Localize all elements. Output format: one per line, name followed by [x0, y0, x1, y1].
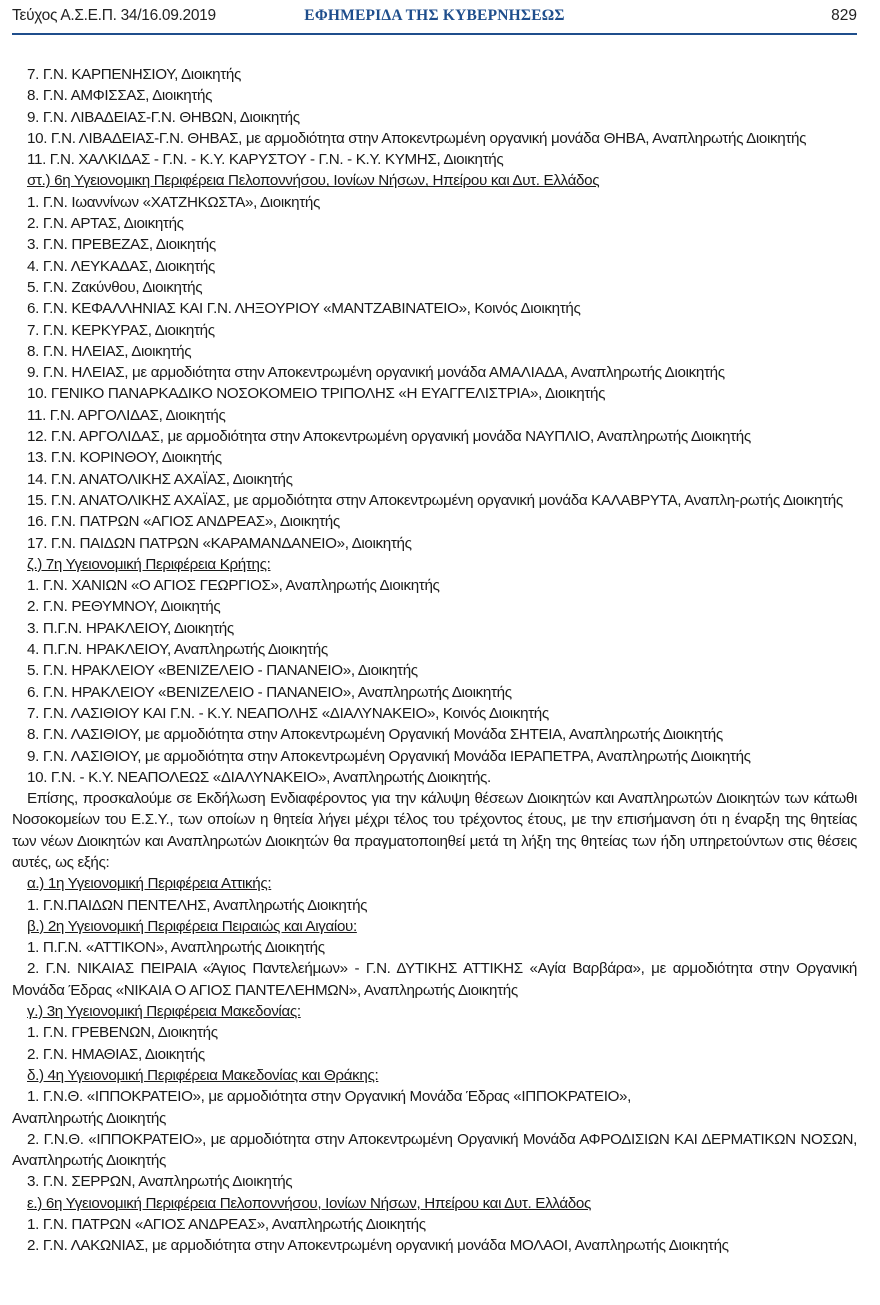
list-item: 4. Π.Γ.Ν. ΗΡΑΚΛΕΙΟΥ, Αναπληρωτής Διοικητής: [27, 641, 328, 659]
section-heading: β.) 2η Υγειονομική Περιφέρεια Πειραιώς και Αιγαίου:: [27, 917, 357, 935]
list-item: 4. Γ.Ν. ΛΕΥΚΑΔΑΣ, Διοικητής: [27, 257, 215, 275]
list-item: 1. Γ.Ν. ΠΑΤΡΩΝ «ΑΓΙΟΣ ΑΝΔΡΕΑΣ», Αναπληρωτής Διοικητής: [27, 1216, 426, 1234]
section-heading: α.) 1η Υγειονομική Περιφέρεια Αττικής:: [27, 875, 272, 893]
list-item: 7. Γ.Ν. ΛΑΣΙΘΙΟΥ ΚΑΙ Γ.Ν. - Κ.Υ. ΝΕΑΠΟΛΗΣ «ΔΙΑΛΥΝΑΚΕΙΟ», Κοινός Διοικητής: [27, 704, 549, 722]
list-item-continuation: Αναπληρωτής Διοικητής: [12, 1109, 166, 1127]
list-item: 10. Γ.Ν. ΛΙΒΑΔΕΙΑΣ-Γ.Ν. ΘΗΒΑΣ, με αρμοδιότητα στην Αποκεντρωμένη οργανική μονάδα ΘΗΒΑ, Αναπληρωτής Διοικητής: [27, 129, 807, 147]
list-item: 9. Γ.Ν. ΛΙΒΑΔΕΙΑΣ-Γ.Ν. ΘΗΒΩΝ, Διοικητής: [27, 108, 300, 126]
list-item: 7. Γ.Ν. ΚΕΡΚΥΡΑΣ, Διοικητής: [27, 321, 215, 339]
section-heading: γ.) 3η Υγειονομική Περιφέρεια Μακεδονίας:: [27, 1003, 301, 1021]
document-body: [12, 64, 857, 1257]
list-item: 11. Γ.Ν. ΧΑΛΚΙΔΑΣ - Γ.Ν. - Κ.Υ. ΚΑΡΥΣΤΟΥ - Γ.Ν. - Κ.Υ. ΚΥΜΗΣ, Διοικητής: [27, 151, 504, 169]
list-item: 2. Γ.Ν.Θ. «ΙΠΠΟΚΡΑΤΕΙΟ», με αρμοδιότητα στην Αποκεντρωμένη Οργανική Μονάδα ΑΦΡΟΔΙΣΙΩΝ ΚΑΙ ΔΕΡΜΑΤΙΚΩΝ ΝΟΣΩΝ, Αναπληρωτής Διοικητής: [12, 1130, 857, 1170]
list-item: 13. Γ.Ν. ΚΟΡΙΝΘΟΥ, Διοικητής: [27, 449, 222, 467]
section-heading: δ.) 4η Υγειονομική Περιφέρεια Μακεδονίας και Θράκης:: [27, 1066, 379, 1084]
list-item: 11. Γ.Ν. ΑΡΓΟΛΙΔΑΣ, Διοικητής: [27, 406, 226, 424]
list-item: 15. Γ.Ν. ΑΝΑΤΟΛΙΚΗΣ ΑΧΑΪΑΣ, με αρμοδιότητα στην Αποκεντρωμένη οργανική μονάδα ΚΑΛΑΒΡΥΤΑ, Αναπλη-ρωτής Διοικητής: [27, 491, 843, 509]
list-item: 1. Γ.Ν. Ιωαννίνων «ΧΑΤΖΗΚΩΣΤΑ», Διοικητής: [27, 193, 320, 211]
list-item: 6. Γ.Ν. ΚΕΦΑΛΛΗΝΙΑΣ ΚΑΙ Γ.Ν. ΛΗΞΟΥΡΙΟΥ «ΜΑΝΤΖΑΒΙΝΑΤΕΙΟ», Κοινός Διοικητής: [27, 300, 581, 318]
list-item: 2. Γ.Ν. ΝΙΚΑΙΑΣ ΠΕΙΡΑΙΑ «Άγιος Παντελεήμων» - Γ.Ν. ΔΥΤΙΚΗΣ ΑΤΤΙΚΗΣ «Αγία Βαρβάρα», με αρμοδιότητα στην Οργανική Μονάδα Έδρας «ΝΙΚΑΙΑ Ο ΑΓΙΟΣ ΠΑΝΤΕΛΕΗΜΩΝ», Αναπληρωτής Διοικητής: [12, 960, 857, 999]
list-item: 10. Γ.Ν. - Κ.Υ. ΝΕΑΠΟΛΕΩΣ «ΔΙΑΛΥΝΑΚΕΙΟ», Αναπληρωτής Διοικητής.: [27, 768, 491, 786]
list-item: 2. Γ.Ν. ΗΜΑΘΙΑΣ, Διοικητής: [27, 1045, 205, 1063]
list-item: 2. Γ.Ν. ΡΕΘΥΜΝΟΥ, Διοικητής: [27, 598, 221, 616]
page-number: 829: [831, 7, 857, 24]
list-item: 12. Γ.Ν. ΑΡΓΟΛΙΔΑΣ, με αρμοδιότητα στην Αποκεντρωμένη οργανική μονάδα ΝΑΥΠΛΙΟ, Αναπληρωτής Διοικητής: [27, 428, 751, 446]
list-item: 6. Γ.Ν. ΗΡΑΚΛΕΙΟΥ «ΒΕΝΙΖΕΛΕΙΟ - ΠΑΝΑΝΕΙΟ», Αναπληρωτής Διοικητής: [27, 683, 512, 701]
list-item: 2. Γ.Ν. ΛΑΚΩΝΙΑΣ, με αρμοδιότητα στην Αποκεντρωμένη οργανική μονάδα ΜΟΛΑΟΙ, Αναπληρωτής Διοικητής: [27, 1237, 729, 1255]
list-item: 2. Γ.Ν. ΑΡΤΑΣ, Διοικητής: [27, 215, 184, 233]
list-item: 16. Γ.Ν. ΠΑΤΡΩΝ «ΑΓΙΟΣ ΑΝΔΡΕΑΣ», Διοικητής: [27, 513, 340, 531]
list-item: 3. Γ.Ν. ΣΕΡΡΩΝ, Αναπληρωτής Διοικητής: [27, 1173, 293, 1191]
list-item: 1. Γ.Ν. ΧΑΝΙΩΝ «Ο ΑΓΙΟΣ ΓΕΩΡΓΙΟΣ», Αναπληρωτής Διοικητής: [27, 577, 440, 595]
list-item: 5. Γ.Ν. Ζακύνθου, Διοικητής: [27, 278, 203, 296]
list-item: 14. Γ.Ν. ΑΝΑΤΟΛΙΚΗΣ ΑΧΑΪΑΣ, Διοικητής: [27, 470, 293, 488]
gazette-title: ΕΦΗΜΕΡΙΔΑ ΤΗΣ ΚΥΒΕΡΝΗΣΕΩΣ: [304, 7, 565, 24]
issue-label: Τεύχος Α.Σ.Ε.Π. 34/16.09.2019: [12, 7, 216, 24]
list-item: 8. Γ.Ν. ΛΑΣΙΘΙΟΥ, με αρμοδιότητα στην Αποκεντρωμένη Οργανική Μονάδα ΣΗΤΕΙΑ, Αναπληρωτής Διοικητής: [27, 726, 723, 744]
section-heading: ζ.) 7η Υγειονομική Περιφέρεια Κρήτης:: [27, 555, 271, 573]
list-item: 10. ΓΕΝΙΚΟ ΠΑΝΑΡΚΑΔΙΚΟ ΝΟΣΟΚΟΜΕΙΟ ΤΡΙΠΟΛΗΣ «Η ΕΥΑΓΓΕΛΙΣΤΡΙΑ», Διοικητής: [27, 385, 606, 403]
list-item: 7. Γ.Ν. ΚΑΡΠΕΝΗΣΙΟΥ, Διοικητής: [27, 66, 241, 83]
list-item: 9. Γ.Ν. ΛΑΣΙΘΙΟΥ, με αρμοδιότητα στην Αποκεντρωμένη Οργανική Μονάδα ΙΕΡΑΠΕΤΡΑ, Αναπληρωτής Διοικητής: [27, 747, 751, 765]
list-item: 9. Γ.Ν. ΗΛΕΙΑΣ, με αρμοδιότητα στην Αποκεντρωμένη οργανική μονάδα ΑΜΑΛΙΑΔΑ, Αναπληρωτής Διοικητής: [27, 364, 725, 382]
list-item: 1. Γ.Ν.ΠΑΙΔΩΝ ΠΕΝΤΕΛΗΣ, Αναπληρωτής Διοικητής: [27, 896, 368, 914]
section-heading: στ.) 6η Υγειονομικη Περιφέρεια Πελοποννήσου, Ιονίων Νήσων, Ηπείρου και Δυτ. Ελλάδος: [27, 172, 600, 190]
list-item: 3. Γ.Ν. ΠΡΕΒΕΖΑΣ, Διοικητής: [27, 236, 216, 254]
body-paragraph: Επίσης, προσκαλούμε σε Εκδήλωση Ενδιαφέροντος για την κάλυψη θέσεων Διοικητών και Αναπληρωτών Διοικητών των κάτωθι Νοσοκομείων του Ε.Σ.Υ., των οποίων η θητεία λήγει μέχρι τέλος του τρέχοντος έτους, με την επισήμανση ότι η έναρξη της θητείας των νέων Διοικητών και Αναπληρωτών Διοικητών θα πραγματοποιηθεί μετά τη λήξη της θητείας των ήδη υπηρετούντων στις θέσεις αυτές, ως εξής:: [12, 790, 857, 871]
list-item: 17. Γ.Ν. ΠΑΙΔΩΝ ΠΑΤΡΩΝ «ΚΑΡΑΜΑΝΔΑΝΕΙΟ», Διοικητής: [27, 534, 412, 552]
page-header: [12, 0, 857, 35]
list-item: 8. Γ.Ν. ΑΜΦΙΣΣΑΣ, Διοικητής: [27, 87, 213, 105]
section-heading: ε.) 6η Υγειονομική Περιφέρεια Πελοποννήσου, Ιονίων Νήσων, Ηπείρου και Δυτ. Ελλάδος: [27, 1194, 591, 1212]
list-item: 5. Γ.Ν. ΗΡΑΚΛΕΙΟΥ «ΒΕΝΙΖΕΛΕΙΟ - ΠΑΝΑΝΕΙΟ», Διοικητής: [27, 662, 418, 680]
list-item: 8. Γ.Ν. ΗΛΕΙΑΣ, Διοικητής: [27, 342, 192, 360]
list-item: 1. Π.Γ.Ν. «ΑΤΤΙΚΟΝ», Αναπληρωτής Διοικητής: [27, 939, 325, 957]
list-item: 1. Γ.Ν.Θ. «ΙΠΠΟΚΡΑΤΕΙΟ», με αρμοδιότητα στην Οργανική Μονάδα Έδρας «ΙΠΠΟΚΡΑΤΕΙΟ»,: [27, 1088, 632, 1106]
list-item: 3. Π.Γ.Ν. ΗΡΑΚΛΕΙΟΥ, Διοικητής: [27, 619, 234, 637]
list-item: 1. Γ.Ν. ΓΡΕΒΕΝΩΝ, Διοικητής: [27, 1024, 218, 1042]
